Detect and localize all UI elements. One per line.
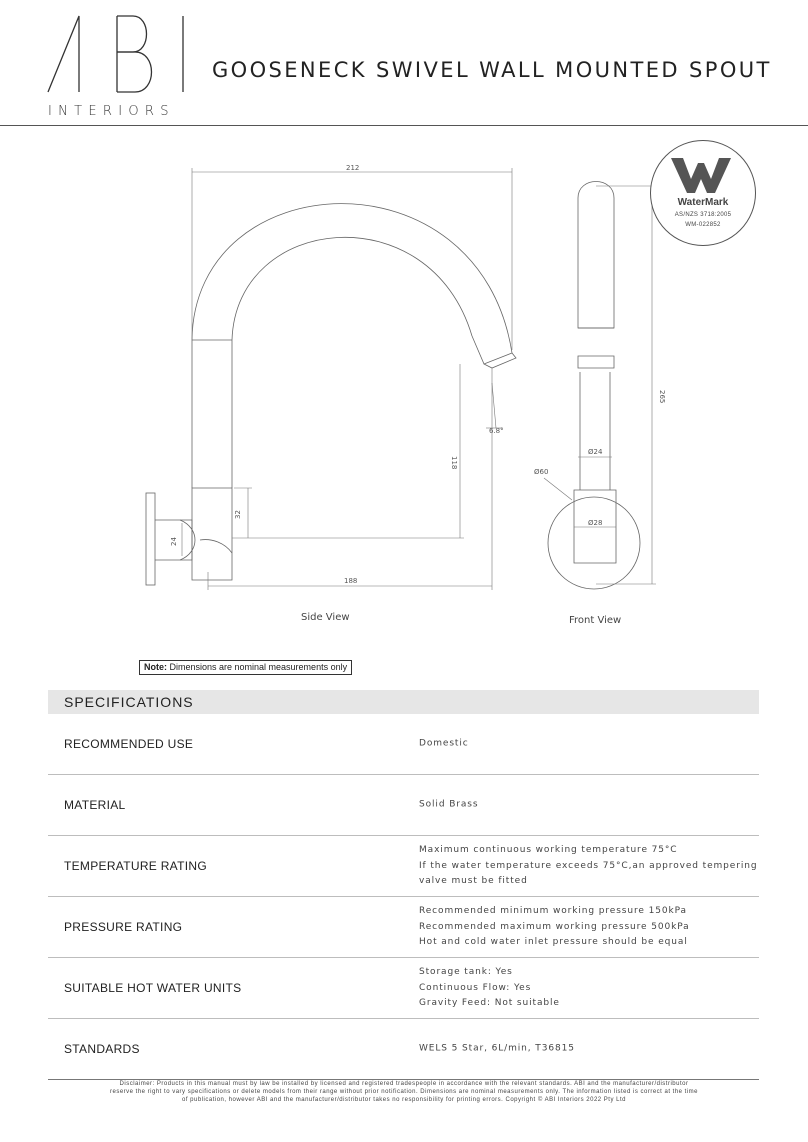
dim-body-32: 32 — [234, 510, 242, 519]
note-text: Dimensions are nominal measurements only — [167, 662, 348, 672]
dim-body-diameter: Ø28 — [588, 519, 603, 527]
spec-label: STANDARDS — [64, 1042, 140, 1056]
specifications-heading: SPECIFICATIONS — [64, 694, 194, 710]
spec-label: RECOMMENDED USE — [64, 737, 194, 751]
dim-angle: 6.8° — [489, 427, 504, 435]
spec-value: If the water temperature exceeds 75°C,an approved tempering — [419, 860, 758, 871]
spec-row-standards — [48, 1019, 759, 1080]
dim-height-118: 118 — [450, 456, 458, 470]
spec-row-pressure-rating — [48, 897, 759, 958]
abi-logo — [45, 12, 187, 94]
watermark-brand: WaterMark — [677, 197, 729, 208]
spec-value: Continuous Flow: Yes — [419, 982, 532, 993]
dim-spout-diameter: Ø24 — [588, 448, 603, 456]
side-view-spout — [146, 204, 516, 585]
disclaimer-line: reserve the right to vary specifications or delete models from their range without prior notification. Dimensions are nominal measurements only. The information listed is correct at the time — [110, 1089, 698, 1095]
dim-width-212: 212 — [346, 164, 360, 172]
dim-flange-diameter: Ø60 — [534, 468, 549, 476]
side-view-dimensions — [182, 168, 512, 590]
watermark-certification-badge — [650, 140, 756, 246]
spec-row-hot-water-units — [48, 958, 759, 1019]
side-view-label: Side View — [301, 612, 350, 623]
spec-value: Solid Brass — [419, 799, 479, 810]
disclaimer-line: of publication, however ABI and the manufacturer/distributor takes no responsibility for printing errors. Copyright © ABI Interiors 2022 Pty Ltd — [182, 1097, 626, 1103]
spec-row-recommended-use — [48, 714, 759, 775]
disclaimer-line: Disclaimer: Products in this manual must by law be installed by licensed and registered tradespeople in accordance with the relevant standards. ABI and the manufacturer/distributor — [119, 1081, 689, 1087]
front-view-spout — [548, 182, 640, 590]
watermark-standard: AS/NZS 3718:2005 — [674, 212, 732, 218]
watermark-licence: WM-022852 — [685, 222, 721, 228]
spec-label: MATERIAL — [64, 798, 126, 812]
footer-disclaimer — [8, 1080, 800, 1104]
dim-flange-24: 24 — [170, 537, 178, 546]
spec-value: Recommended minimum working pressure 150kPa — [419, 905, 687, 916]
spec-row-temperature-rating — [48, 836, 759, 897]
spec-value: valve must be fitted — [419, 875, 528, 886]
spec-value: Gravity Feed: Not suitable — [419, 997, 560, 1008]
note-prefix: Note: — [144, 662, 167, 672]
dimensions-note — [139, 660, 352, 675]
spec-value: WELS 5 Star, 6L/min, T36815 — [419, 1043, 575, 1054]
dim-height-265: 265 — [658, 390, 666, 404]
spec-value: Recommended maximum working pressure 500kPa — [419, 921, 690, 932]
specifications-header — [48, 690, 759, 714]
front-view-label: Front View — [569, 615, 622, 626]
spec-value: Maximum continuous working temperature 75°C — [419, 844, 678, 855]
spec-value: Domestic — [419, 738, 469, 749]
brand-subtitle: INTERIORS — [48, 104, 175, 119]
page-title: GOOSENECK SWIVEL WALL MOUNTED SPOUT — [212, 58, 772, 82]
spec-row-material — [48, 775, 759, 836]
spec-label: SUITABLE HOT WATER UNITS — [64, 981, 242, 995]
spec-label: PRESSURE RATING — [64, 920, 183, 934]
header-divider — [0, 125, 808, 126]
spec-label: TEMPERATURE RATING — [64, 859, 207, 873]
dim-projection-188: 188 — [344, 577, 358, 585]
watermark-icon — [669, 155, 739, 195]
spec-value: Hot and cold water inlet pressure should be equal — [419, 936, 688, 947]
page-header — [0, 0, 808, 128]
spec-value: Storage tank: Yes — [419, 966, 513, 977]
